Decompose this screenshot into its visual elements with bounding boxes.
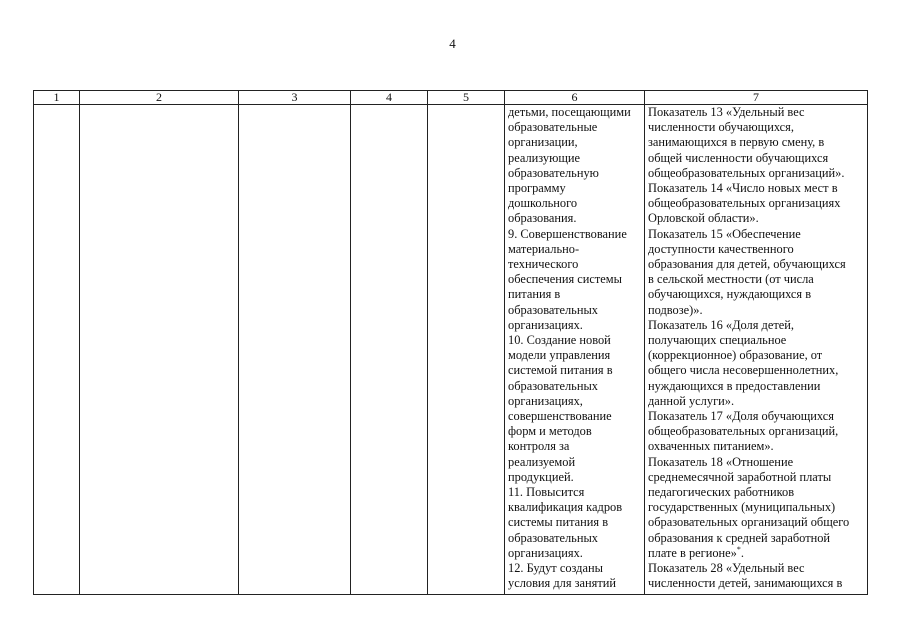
text-line: общеобразовательных организаций». [648, 165, 845, 180]
text-line: Показатель 28 «Удельный вес [648, 561, 805, 576]
text-line: образования для детей, обучающихся [648, 257, 846, 272]
text-line: образовательных [508, 378, 598, 393]
text-line: численности обучающихся, [648, 120, 794, 135]
column-header-6: 6 [505, 91, 645, 105]
text-line: общеобразовательных организациях [648, 196, 841, 211]
header-row [34, 91, 868, 105]
text-line-with-footnote [645, 546, 867, 561]
text-line: общего числа несовершеннолетних, [648, 363, 839, 378]
cell-col-3 [239, 105, 351, 595]
text-line: в сельской местности (от числа [648, 272, 814, 287]
footnote-mark: * [736, 545, 741, 554]
text-line: системой питания в [508, 363, 613, 378]
text-line: среднемесячной заработной платы [648, 469, 832, 484]
text-line: Показатель 14 «Число новых мест в [648, 181, 838, 196]
column-header-1: 1 [34, 91, 80, 105]
text-line: технического [508, 257, 579, 272]
text-line: 11. Повысится [508, 485, 585, 500]
text-fragment: плате в регионе» [648, 545, 737, 560]
text-line: контроля за [508, 439, 570, 454]
text-line: общей численности обучающихся [648, 150, 829, 165]
page-number: 4 [449, 36, 456, 51]
text-line: питания в [508, 287, 561, 302]
text-line: 9. Совершенствование [508, 226, 627, 241]
cell-col-5 [428, 105, 505, 595]
cell-col-4 [351, 105, 428, 595]
text-line: (коррекционное) образование, от [648, 348, 823, 363]
text-line: форм и методов [508, 424, 592, 439]
text-line: 10. Создание новой [508, 333, 611, 348]
text-line: продукцией. [508, 469, 574, 484]
text-line: образовательную [508, 165, 599, 180]
text-line: подвозе)». [648, 302, 703, 317]
text-line: данной услуги». [648, 393, 735, 408]
text-line: 12. Будут созданы [508, 561, 603, 576]
text-line: Показатель 16 «Доля детей, [648, 317, 794, 332]
text-line: системы питания в [508, 515, 609, 530]
text-line: программу [508, 181, 566, 196]
table-row [34, 105, 868, 595]
text-line: получающих специальное [648, 333, 787, 348]
indicators-table [33, 90, 868, 595]
text-line: государственных (муниципальных) [648, 500, 836, 515]
text-line: общеобразовательных организаций, [648, 424, 839, 439]
text-line: обеспечения системы [508, 272, 622, 287]
text-line: занимающихся в первую смену, в [648, 135, 825, 150]
cell-col-7-indicators [645, 105, 868, 595]
column-header-7: 7 [645, 91, 868, 105]
text-line: численности детей, занимающихся в [648, 576, 843, 591]
text-line: образования. [508, 211, 577, 226]
cell-col-2 [80, 105, 239, 595]
text-line: Орловской области». [648, 211, 759, 226]
cell-col-1 [34, 105, 80, 595]
column-header-5: 5 [428, 91, 505, 105]
text-line: педагогических работников [648, 485, 795, 500]
text-line: Показатель 18 «Отношение [648, 454, 794, 469]
text-line: совершенствование [508, 409, 612, 424]
text-line: образовательных [508, 530, 598, 545]
text-line: реализующие [508, 150, 581, 165]
column-header-4: 4 [351, 91, 428, 105]
text-line: обучающихся, нуждающихся в [648, 287, 812, 302]
text-line: модели управления [508, 348, 611, 363]
text-line: образовательных [508, 302, 598, 317]
text-line: доступности качественного [648, 241, 794, 256]
text-line: реализуемой [508, 454, 576, 469]
text-line: образовательные [508, 120, 598, 135]
text-line: нуждающихся в предоставлении [648, 378, 821, 393]
cell-col-6-expected-results [505, 105, 645, 595]
text-line: детьми, посещающими [508, 105, 631, 119]
text-line: материально- [508, 241, 580, 256]
column-header-2: 2 [80, 91, 239, 105]
text-line: Показатель 13 «Удельный вес [648, 105, 805, 119]
text-line: квалификация кадров [508, 500, 623, 515]
text-line: образования к средней заработной [648, 530, 831, 545]
text-line: организациях. [508, 317, 583, 332]
trailing-period: . [740, 545, 744, 560]
text-line: образовательных организаций общего [648, 515, 850, 530]
text-line: организации, [508, 135, 578, 150]
text-line: Показатель 17 «Доля обучающихся [648, 409, 834, 424]
column-header-3: 3 [239, 91, 351, 105]
text-line: дошкольного [508, 196, 578, 211]
text-line: условия для занятий [508, 576, 617, 591]
text-line: Показатель 15 «Обеспечение [648, 226, 801, 241]
text-line: организациях, [508, 393, 583, 408]
text-line: охваченных питанием». [648, 439, 774, 454]
text-line: организациях. [508, 545, 583, 560]
